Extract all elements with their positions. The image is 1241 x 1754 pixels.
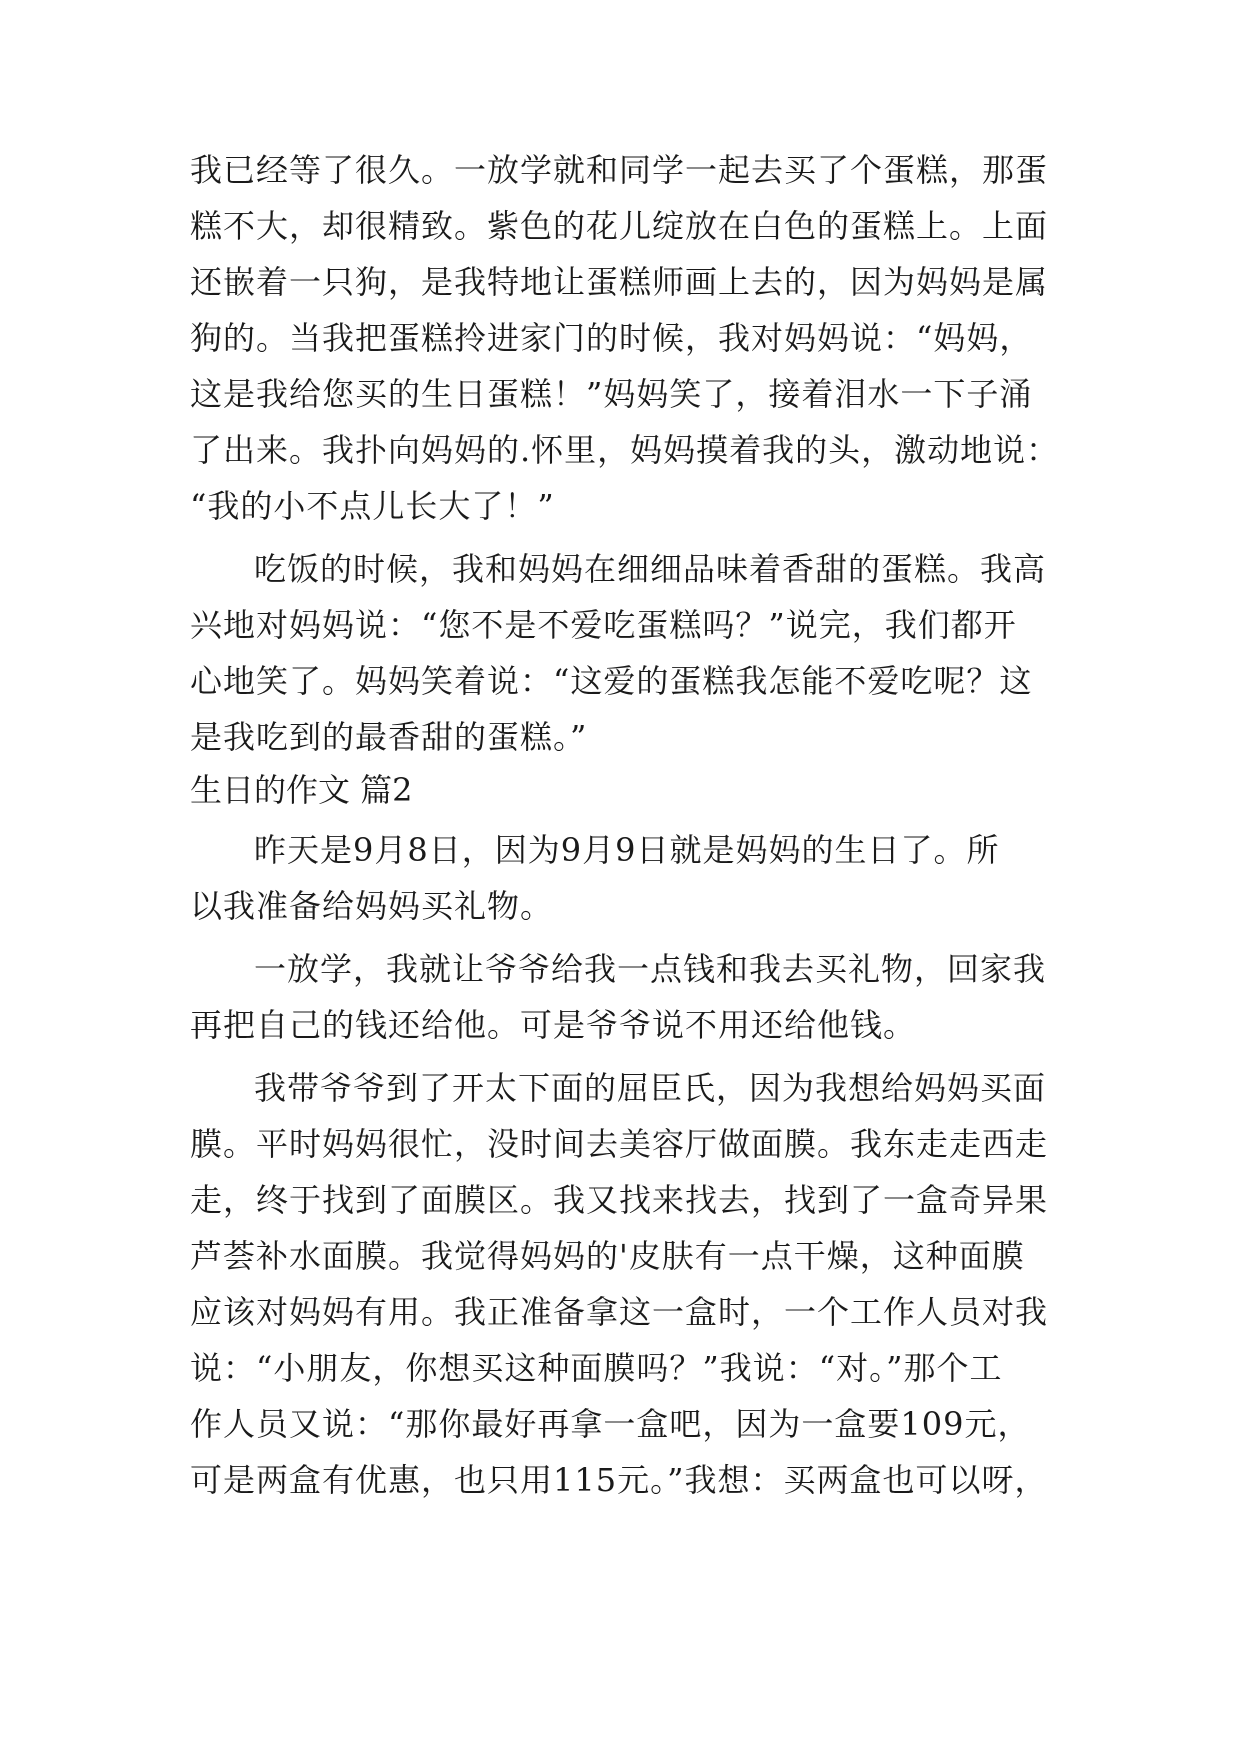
text-line: 应该对妈妈有用。我正准备拿这一盒时，一个工作人员对我 — [190, 1293, 1049, 1331]
paragraph-start-line: 我带爷爷到了开太下面的屈臣氏，因为我想给妈妈买面 — [254, 1069, 1047, 1107]
text-line: 说：“小朋友，你想买这种面膜吗？”我说：“对。”那个工 — [190, 1349, 1003, 1387]
text-line: 了出来。我扑向妈妈的.怀里，妈妈摸着我的头，激动地说： — [190, 431, 1060, 469]
text-line: 还嵌着一只狗，是我特地让蛋糕师画上去的，因为妈妈是属 — [190, 263, 1049, 301]
text-line: 以我准备给妈妈买礼物。 — [190, 887, 554, 925]
text-line: 再把自己的钱还给他。可是爷爷说不用还给他钱。 — [190, 1006, 917, 1044]
text-line: 是我吃到的最香甜的蛋糕。” — [190, 718, 588, 756]
paragraph-start-line: 一放学，我就让爷爷给我一点钱和我去买礼物，回家我 — [254, 950, 1047, 988]
text-line: 心地笑了。妈妈笑着说：“这爱的蛋糕我怎能不爱吃呢？这 — [190, 662, 1033, 700]
text-line: 兴地对妈妈说：“您不是不爱吃蛋糕吗？”说完，我们都开 — [190, 606, 1017, 644]
paragraph-start-line: 吃饭的时候，我和妈妈在细细品味着香甜的蛋糕。我高 — [254, 550, 1047, 588]
text-line: 狗的。当我把蛋糕拎进家门的时候，我对妈妈说：“妈妈， — [190, 319, 1033, 357]
text-line: 可是两盒有优惠，也只用115元。”我想：买两盒也可以呀， — [190, 1461, 1048, 1499]
text-line: 芦荟补水面膜。我觉得妈妈的'皮肤有一点干燥，这种面膜 — [190, 1237, 1025, 1275]
text-line: 我已经等了很久。一放学就和同学一起去买了个蛋糕，那蛋 — [190, 151, 1049, 189]
text-line: 膜。平时妈妈很忙，没时间去美容厅做面膜。我东走走西走 — [190, 1125, 1049, 1163]
section-heading: 生日的作文 篇2 — [190, 771, 413, 809]
text-line: 作人员又说：“那你最好再拿一盒吧，因为一盒要109元， — [190, 1405, 1031, 1443]
text-line: 糕不大，却很精致。紫色的花儿绽放在白色的蛋糕上。上面 — [190, 207, 1049, 245]
text-line: 这是我给您买的生日蛋糕！”妈妈笑了，接着泪水一下子涌 — [190, 375, 1033, 413]
text-line: “我的小不点儿长大了！” — [190, 487, 555, 525]
text-line: 走，终于找到了面膜区。我又找来找去，找到了一盒奇异果 — [190, 1181, 1049, 1219]
paragraph-start-line: 昨天是9月8日，因为9月9日就是妈妈的生日了。所 — [254, 831, 1000, 869]
